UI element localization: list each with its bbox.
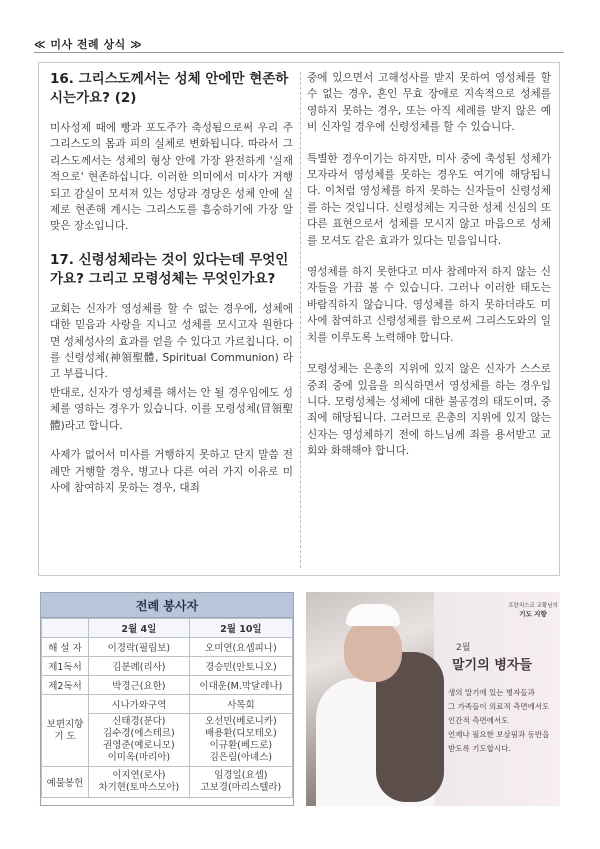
row-label: 예물봉헌	[42, 767, 89, 798]
list-item: 임경일(요셉)	[214, 770, 268, 781]
question-17-para-3: 사제가 없어서 미사를 거행하지 못하고 단지 말씀 전례만 거행할 경우, 병고나 다른 여러 가지 이유로 미사에 참여하지 못하는 경우, 대죄	[50, 449, 293, 494]
date-header-2: 2월 10일	[189, 619, 292, 638]
table-cell: 오미연(요셉피나)	[189, 638, 292, 657]
poster-line: 생의 말기에 있는 병자들과	[448, 688, 535, 697]
question-17-title: 17. 신령성체라는 것이 있다는데 무엇인가요? 그리고 모령성체는 무엇인가요?	[50, 251, 289, 287]
group-header-2: 사목회	[189, 695, 292, 714]
offering-list-2	[189, 767, 292, 798]
offering-list-1	[89, 767, 190, 798]
photo-zucchetto	[346, 604, 400, 626]
poster-month: 2월	[456, 643, 471, 653]
table-row	[42, 767, 293, 798]
right-column	[307, 70, 551, 475]
question-17-para-1: 교회는 신자가 영성체를 할 수 없는 경우에, 성체에 대한 믿음과 사랑을 지니고 성체를 모시고자 원한다면 성체성사의 효과를 얻을 수 있다고 가르칩니다. 이를 신령성체(神領聖體, Spiritual Communion) 라고 부릅니다.	[50, 302, 293, 381]
list-item: 오선민(베로니카)	[205, 716, 277, 727]
table-corner	[42, 619, 89, 638]
question-16-body: 미사성제 때에 빵과 포도주가 축성됨으로써 우리 주 그리스도의 몸과 피의 실체로 변화됩니다. 따라서 그리스도께서는 성체의 형상 안에 가장 완전하게 '실재적으로' 현존하십니다. 이러한 의미에서 미사가 거행되고 감실이 모셔져 있는 성당과 경당은 성체 안에 실제로 현존해 계시는 그리스도를 흠숭하기에 가장 알맞은 장소입니다.	[50, 122, 293, 233]
row-label-prayers: 보편지향 기 도	[42, 695, 89, 767]
table-cell: 박경근(요한)	[89, 676, 190, 695]
row-label: 해 설 자	[42, 638, 89, 657]
right-para-4: 모령성체는 은총의 지위에 있지 않은 신자가 스스로 중죄 중에 있음을 의식하면서 영성체를 하는 경우입니다. 모령성체는 성체에 대한 불공경의 태도이며, 중죄에 해당됩니다. 그러므로 은총의 지위에 있지 않는 신자는 영성체하기 전에 하느님께 죄를 용서받고 교회와 화해해야 합니다.	[307, 363, 551, 458]
list-item: 신태경(분다)	[112, 716, 166, 727]
poster-line: 받도록 기도합시다.	[448, 744, 511, 753]
list-item: 권영준(예로니모)	[103, 740, 175, 751]
group-header-1: 시나가와구역	[89, 695, 190, 714]
poster-subtitle-line-1: 프란치스코 교황님의	[508, 603, 558, 609]
photo-face	[344, 620, 402, 682]
section-header: ≪ 미사 전례 상식 ≫	[34, 38, 143, 51]
list-item: 이지연(로사)	[112, 770, 166, 781]
poster-subtitle-line-2: 기도 지향	[519, 610, 547, 618]
list-item: 김은림(아녜스)	[209, 752, 273, 763]
left-column	[50, 70, 293, 509]
right-para-2: 특별한 경우이기는 하지만, 미사 중에 축성된 성체가 모자라서 영성체를 못하는 경우도 여기에 해당됩니다. 이처럼 영성체를 하지 못하는 신자들이 신령성체를 하는 것입니다. 신령성체는 지극한 성체 신심의 또 다른 표현으로서 성체를 모시지 않고 마음으로 성체를 모셔도 같은 효과가 있다는 믿음입니다.	[307, 152, 551, 247]
prayer-intention-poster	[306, 592, 560, 806]
poster-title: 말기의 병자들	[452, 658, 532, 673]
list-item: 차기현(토마스모아)	[98, 782, 180, 793]
poster-line: 인간적 측면에서도	[448, 716, 509, 725]
row-label: 제1독서	[42, 657, 89, 676]
poster-subtitle	[506, 602, 560, 618]
question-16-title: 16. 그리스도께서는 성체 안에만 현존하시는가요? (2)	[50, 71, 289, 106]
row-label: 제2독서	[42, 676, 89, 695]
pope-photo	[306, 592, 434, 806]
liturgy-servers-table	[40, 592, 294, 806]
poster-line: 언제나 필요한 보살핌과 동반을	[448, 730, 550, 739]
table-row	[42, 638, 293, 657]
table-row	[42, 676, 293, 695]
list-item: 이규환(베드로)	[209, 740, 273, 751]
table-cell: 이경락(필립보)	[89, 638, 190, 657]
list-item: 고보경(마리스텔라)	[200, 782, 282, 793]
column-divider	[300, 72, 301, 568]
date-header-1: 2월 4일	[89, 619, 190, 638]
prayer-list-1	[89, 714, 190, 767]
right-para-3: 영성체를 하지 못한다고 미사 참례마저 하지 않는 신자들을 가끔 볼 수 있습니다. 그러나 이러한 태도는 바람직하지 않습니다. 영성체를 하지 못하더라도 미사에 참여하고 신령성체를 함으로써 그리스도와의 일치를 이루도록 노력해야 합니다.	[307, 266, 551, 344]
table-title: 전례 봉사자	[41, 593, 293, 618]
table-cell: 경승민(안토니오)	[189, 657, 292, 676]
table-cell: 이대운(M.막달레나)	[189, 676, 292, 695]
header-divider	[34, 52, 564, 53]
poster-line: 그 가족들이 의료적 측면에서도	[448, 702, 550, 711]
table-row	[42, 695, 293, 714]
prayer-list-2	[189, 714, 292, 767]
poster-body	[448, 686, 556, 756]
list-item: 김수경(에스테르)	[103, 728, 175, 739]
table-row	[42, 657, 293, 676]
list-item: 이미옥(마리아)	[107, 752, 171, 763]
right-para-1: 중에 있으면서 고해성사를 받지 못하여 영성체를 할 수 없는 경우, 혼인 무효 장애로 지속적으로 성체를 영하지 못하는 경우, 또는 아직 세례를 받지 않은 예비 신자일 경우에 신령성체를 할 수 있습니다.	[307, 72, 551, 134]
list-item: 배용환(디모테오)	[205, 728, 277, 739]
table-cell: 김분례(리사)	[89, 657, 190, 676]
question-17-para-2: 반대로, 신자가 영성체를 해서는 안 될 경우임에도 성체를 영하는 경우가 있습니다. 이를 모령성체(冒領聖體)라고 합니다.	[50, 386, 293, 432]
